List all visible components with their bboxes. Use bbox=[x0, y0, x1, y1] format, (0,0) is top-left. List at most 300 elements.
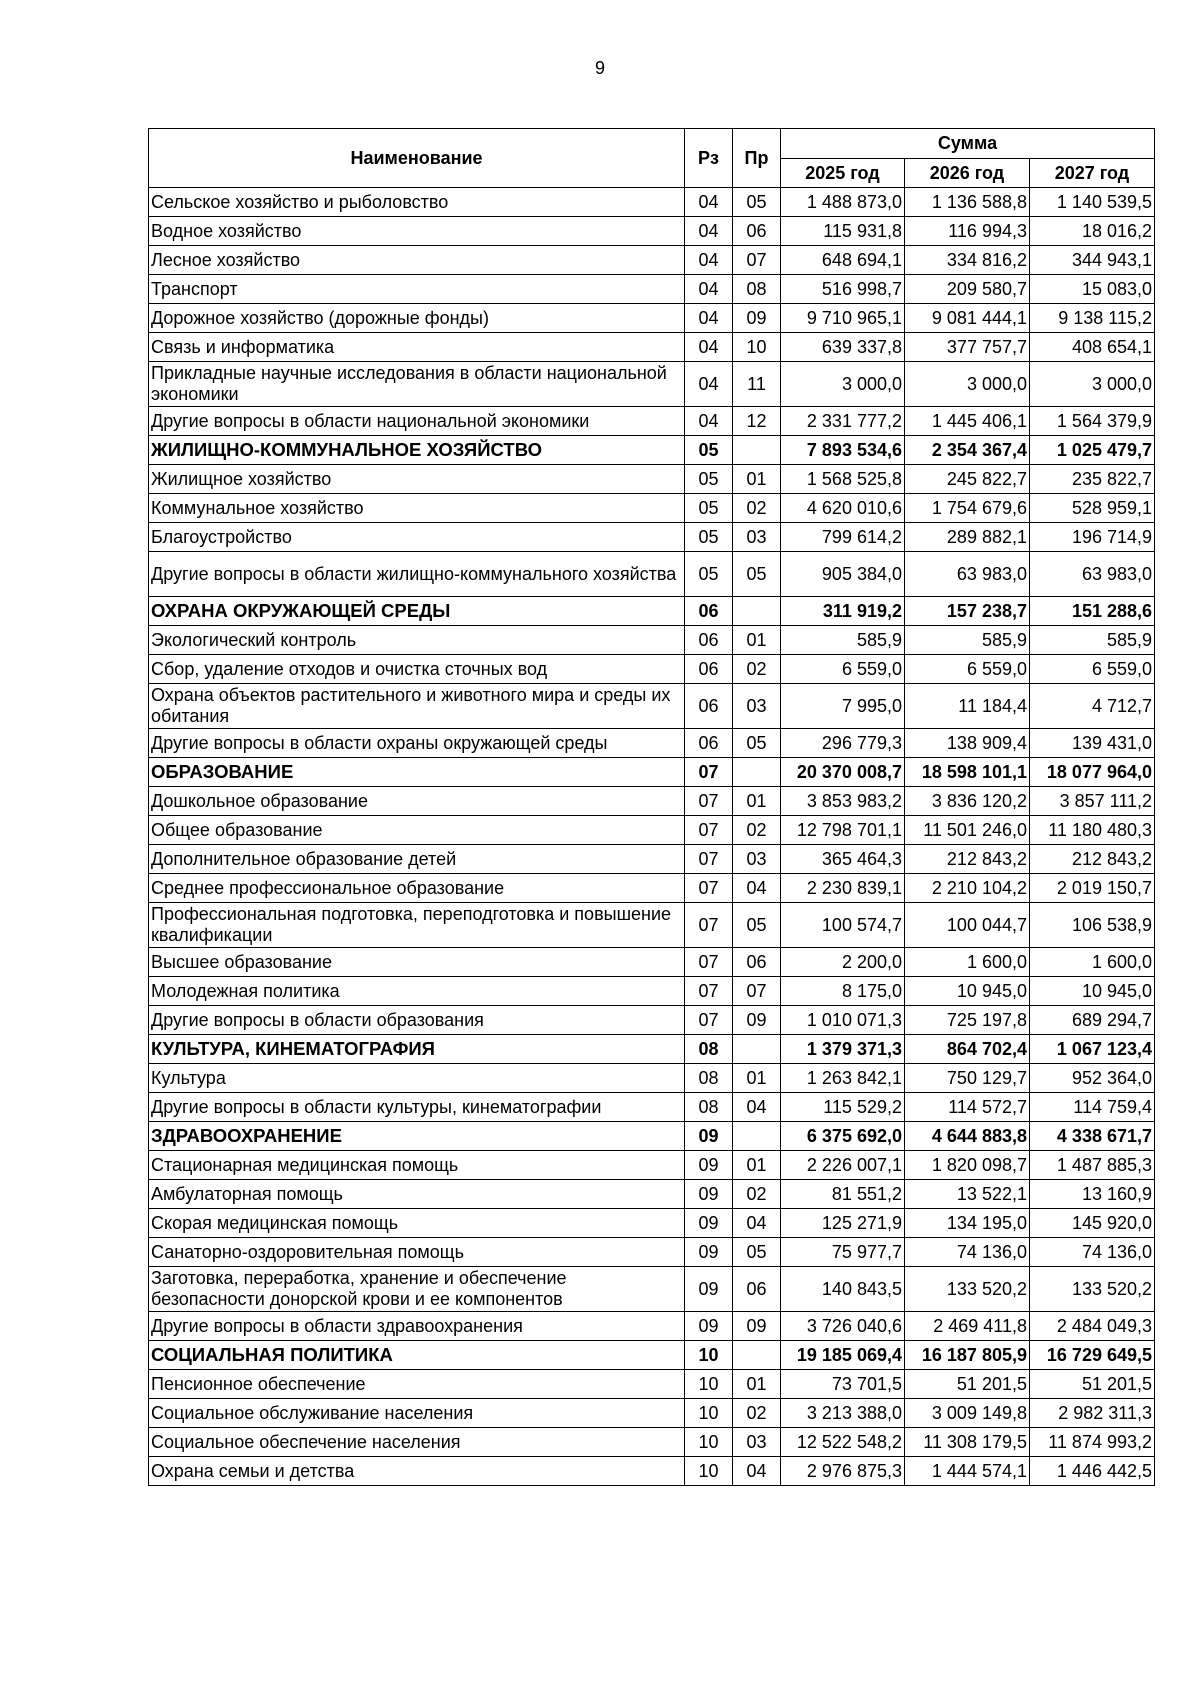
cell-2027: 408 654,1 bbox=[1030, 333, 1155, 362]
cell-rz: 10 bbox=[685, 1457, 733, 1486]
cell-name: Стационарная медицинская помощь bbox=[149, 1151, 685, 1180]
cell-name: Дорожное хозяйство (дорожные фонды) bbox=[149, 304, 685, 333]
cell-2026: 74 136,0 bbox=[905, 1238, 1030, 1267]
cell-2025: 648 694,1 bbox=[781, 246, 905, 275]
cell-name: Сбор, удаление отходов и очистка сточных вод bbox=[149, 655, 685, 684]
table-header bbox=[149, 129, 1155, 188]
cell-2027: 114 759,4 bbox=[1030, 1093, 1155, 1122]
table-row bbox=[149, 977, 1155, 1006]
cell-name: Экологический контроль bbox=[149, 626, 685, 655]
cell-2027: 133 520,2 bbox=[1030, 1267, 1155, 1312]
table-row bbox=[149, 362, 1155, 407]
table-row bbox=[149, 874, 1155, 903]
table-row bbox=[149, 626, 1155, 655]
cell-2025: 6 559,0 bbox=[781, 655, 905, 684]
cell-2025: 115 529,2 bbox=[781, 1093, 905, 1122]
cell-pr: 10 bbox=[733, 333, 781, 362]
cell-rz: 06 bbox=[685, 684, 733, 729]
cell-2025: 1 263 842,1 bbox=[781, 1064, 905, 1093]
cell-2026: 212 843,2 bbox=[905, 845, 1030, 874]
table-row bbox=[149, 684, 1155, 729]
section-row bbox=[149, 1122, 1155, 1151]
cell-2026: 11 501 246,0 bbox=[905, 816, 1030, 845]
cell-name: Скорая медицинская помощь bbox=[149, 1209, 685, 1238]
table-row bbox=[149, 246, 1155, 275]
cell-2027: 106 538,9 bbox=[1030, 903, 1155, 948]
cell-2026: 18 598 101,1 bbox=[905, 758, 1030, 787]
cell-rz: 06 bbox=[685, 626, 733, 655]
cell-name: Другие вопросы в области жилищно-коммунального хозяйства bbox=[149, 552, 685, 597]
cell-2027: 3 857 111,2 bbox=[1030, 787, 1155, 816]
section-row bbox=[149, 1035, 1155, 1064]
table-row bbox=[149, 217, 1155, 246]
cell-2025: 140 843,5 bbox=[781, 1267, 905, 1312]
cell-pr: 01 bbox=[733, 1064, 781, 1093]
table-row bbox=[149, 275, 1155, 304]
cell-name: ОБРАЗОВАНИЕ bbox=[149, 758, 685, 787]
cell-2025: 311 919,2 bbox=[781, 597, 905, 626]
table-row bbox=[149, 655, 1155, 684]
cell-name: Водное хозяйство bbox=[149, 217, 685, 246]
cell-rz: 09 bbox=[685, 1180, 733, 1209]
cell-name: СОЦИАЛЬНАЯ ПОЛИТИКА bbox=[149, 1341, 685, 1370]
cell-2026: 138 909,4 bbox=[905, 729, 1030, 758]
cell-2025: 1 568 525,8 bbox=[781, 465, 905, 494]
cell-rz: 09 bbox=[685, 1238, 733, 1267]
cell-pr: 04 bbox=[733, 874, 781, 903]
cell-name: Коммунальное хозяйство bbox=[149, 494, 685, 523]
cell-rz: 07 bbox=[685, 903, 733, 948]
cell-2026: 133 520,2 bbox=[905, 1267, 1030, 1312]
cell-name: Молодежная политика bbox=[149, 977, 685, 1006]
section-row bbox=[149, 1341, 1155, 1370]
cell-name: Социальное обеспечение населения bbox=[149, 1428, 685, 1457]
cell-pr bbox=[733, 758, 781, 787]
cell-rz: 04 bbox=[685, 362, 733, 407]
cell-rz: 08 bbox=[685, 1093, 733, 1122]
cell-name: Среднее профессиональное образование bbox=[149, 874, 685, 903]
cell-rz: 05 bbox=[685, 552, 733, 597]
cell-2026: 864 702,4 bbox=[905, 1035, 1030, 1064]
cell-2026: 100 044,7 bbox=[905, 903, 1030, 948]
cell-2027: 11 874 993,2 bbox=[1030, 1428, 1155, 1457]
cell-pr: 08 bbox=[733, 275, 781, 304]
cell-2025: 100 574,7 bbox=[781, 903, 905, 948]
cell-name: Связь и информатика bbox=[149, 333, 685, 362]
cell-pr: 07 bbox=[733, 246, 781, 275]
table-row bbox=[149, 816, 1155, 845]
cell-2026: 3 836 120,2 bbox=[905, 787, 1030, 816]
header-pr: Пр bbox=[733, 129, 781, 188]
cell-name: Другие вопросы в области образования bbox=[149, 1006, 685, 1035]
cell-rz: 09 bbox=[685, 1151, 733, 1180]
cell-2025: 2 331 777,2 bbox=[781, 407, 905, 436]
cell-2025: 3 213 388,0 bbox=[781, 1399, 905, 1428]
cell-pr: 05 bbox=[733, 903, 781, 948]
cell-rz: 07 bbox=[685, 874, 733, 903]
cell-2025: 516 998,7 bbox=[781, 275, 905, 304]
cell-2025: 2 226 007,1 bbox=[781, 1151, 905, 1180]
cell-2025: 639 337,8 bbox=[781, 333, 905, 362]
cell-rz: 09 bbox=[685, 1209, 733, 1238]
cell-2026: 63 983,0 bbox=[905, 552, 1030, 597]
cell-2027: 1 067 123,4 bbox=[1030, 1035, 1155, 1064]
cell-name: ЖИЛИЩНО-КОММУНАЛЬНОЕ ХОЗЯЙСТВО bbox=[149, 436, 685, 465]
header-sum: Сумма bbox=[781, 129, 1155, 159]
cell-2026: 114 572,7 bbox=[905, 1093, 1030, 1122]
cell-2027: 585,9 bbox=[1030, 626, 1155, 655]
cell-rz: 07 bbox=[685, 758, 733, 787]
cell-2027: 2 982 311,3 bbox=[1030, 1399, 1155, 1428]
cell-rz: 04 bbox=[685, 407, 733, 436]
cell-name: Санаторно-оздоровительная помощь bbox=[149, 1238, 685, 1267]
cell-name: Дополнительное образование детей bbox=[149, 845, 685, 874]
cell-2027: 196 714,9 bbox=[1030, 523, 1155, 552]
cell-2026: 2 210 104,2 bbox=[905, 874, 1030, 903]
cell-rz: 04 bbox=[685, 333, 733, 362]
cell-2026: 4 644 883,8 bbox=[905, 1122, 1030, 1151]
cell-name: Благоустройство bbox=[149, 523, 685, 552]
cell-2027: 9 138 115,2 bbox=[1030, 304, 1155, 333]
cell-pr: 01 bbox=[733, 626, 781, 655]
section-row bbox=[149, 597, 1155, 626]
cell-2027: 1 487 885,3 bbox=[1030, 1151, 1155, 1180]
cell-2027: 344 943,1 bbox=[1030, 246, 1155, 275]
cell-2025: 73 701,5 bbox=[781, 1370, 905, 1399]
cell-2026: 11 308 179,5 bbox=[905, 1428, 1030, 1457]
cell-2025: 3 000,0 bbox=[781, 362, 905, 407]
cell-pr: 02 bbox=[733, 816, 781, 845]
cell-pr: 09 bbox=[733, 1312, 781, 1341]
cell-2027: 15 083,0 bbox=[1030, 275, 1155, 304]
cell-2025: 75 977,7 bbox=[781, 1238, 905, 1267]
cell-pr: 03 bbox=[733, 845, 781, 874]
table-row bbox=[149, 948, 1155, 977]
header-name: Наименование bbox=[149, 129, 685, 188]
cell-pr: 02 bbox=[733, 494, 781, 523]
cell-2026: 334 816,2 bbox=[905, 246, 1030, 275]
cell-2026: 6 559,0 bbox=[905, 655, 1030, 684]
cell-name: Высшее образование bbox=[149, 948, 685, 977]
cell-2025: 905 384,0 bbox=[781, 552, 905, 597]
cell-pr: 04 bbox=[733, 1457, 781, 1486]
cell-pr: 05 bbox=[733, 188, 781, 217]
cell-2027: 74 136,0 bbox=[1030, 1238, 1155, 1267]
cell-2027: 3 000,0 bbox=[1030, 362, 1155, 407]
table-row bbox=[149, 333, 1155, 362]
cell-2025: 19 185 069,4 bbox=[781, 1341, 905, 1370]
table-row bbox=[149, 1238, 1155, 1267]
cell-2025: 115 931,8 bbox=[781, 217, 905, 246]
cell-2027: 145 920,0 bbox=[1030, 1209, 1155, 1238]
cell-rz: 05 bbox=[685, 436, 733, 465]
cell-name: Транспорт bbox=[149, 275, 685, 304]
cell-2027: 51 201,5 bbox=[1030, 1370, 1155, 1399]
cell-rz: 10 bbox=[685, 1370, 733, 1399]
cell-rz: 06 bbox=[685, 729, 733, 758]
cell-rz: 06 bbox=[685, 655, 733, 684]
cell-name: Прикладные научные исследования в области национальной экономики bbox=[149, 362, 685, 407]
cell-2027: 235 822,7 bbox=[1030, 465, 1155, 494]
cell-2027: 139 431,0 bbox=[1030, 729, 1155, 758]
cell-2025: 1 488 873,0 bbox=[781, 188, 905, 217]
cell-name: ЗДРАВООХРАНЕНИЕ bbox=[149, 1122, 685, 1151]
section-row bbox=[149, 436, 1155, 465]
cell-2026: 1 754 679,6 bbox=[905, 494, 1030, 523]
cell-2025: 2 200,0 bbox=[781, 948, 905, 977]
cell-2027: 18 016,2 bbox=[1030, 217, 1155, 246]
table-row bbox=[149, 1180, 1155, 1209]
cell-name: Амбулаторная помощь bbox=[149, 1180, 685, 1209]
cell-2025: 12 522 548,2 bbox=[781, 1428, 905, 1457]
cell-rz: 04 bbox=[685, 246, 733, 275]
cell-name: Дошкольное образование bbox=[149, 787, 685, 816]
cell-name: Другие вопросы в области культуры, кинематографии bbox=[149, 1093, 685, 1122]
cell-pr bbox=[733, 1035, 781, 1064]
cell-2026: 1 444 574,1 bbox=[905, 1457, 1030, 1486]
cell-name: Заготовка, переработка, хранение и обеспечение безопасности донорской крови и ее компонентов bbox=[149, 1267, 685, 1312]
cell-2025: 20 370 008,7 bbox=[781, 758, 905, 787]
cell-2025: 3 726 040,6 bbox=[781, 1312, 905, 1341]
table-row bbox=[149, 1399, 1155, 1428]
table-row bbox=[149, 552, 1155, 597]
page-number: 9 bbox=[594, 58, 605, 78]
cell-pr: 05 bbox=[733, 552, 781, 597]
cell-pr: 01 bbox=[733, 787, 781, 816]
cell-rz: 04 bbox=[685, 217, 733, 246]
cell-2026: 585,9 bbox=[905, 626, 1030, 655]
cell-pr: 11 bbox=[733, 362, 781, 407]
cell-rz: 04 bbox=[685, 188, 733, 217]
cell-2027: 4 712,7 bbox=[1030, 684, 1155, 729]
cell-rz: 09 bbox=[685, 1122, 733, 1151]
cell-2026: 10 945,0 bbox=[905, 977, 1030, 1006]
cell-2027: 1 140 539,5 bbox=[1030, 188, 1155, 217]
cell-2026: 157 238,7 bbox=[905, 597, 1030, 626]
cell-name: Другие вопросы в области здравоохранения bbox=[149, 1312, 685, 1341]
cell-2027: 13 160,9 bbox=[1030, 1180, 1155, 1209]
table-row bbox=[149, 494, 1155, 523]
cell-2025: 2 976 875,3 bbox=[781, 1457, 905, 1486]
cell-2027: 528 959,1 bbox=[1030, 494, 1155, 523]
cell-2026: 3 009 149,8 bbox=[905, 1399, 1030, 1428]
cell-2026: 1 136 588,8 bbox=[905, 188, 1030, 217]
cell-rz: 07 bbox=[685, 787, 733, 816]
cell-2027: 10 945,0 bbox=[1030, 977, 1155, 1006]
cell-name: Культура bbox=[149, 1064, 685, 1093]
header-year-2025: 2025 год bbox=[781, 158, 905, 188]
cell-2027: 2 484 049,3 bbox=[1030, 1312, 1155, 1341]
cell-name: Социальное обслуживание населения bbox=[149, 1399, 685, 1428]
cell-2025: 4 620 010,6 bbox=[781, 494, 905, 523]
cell-2026: 134 195,0 bbox=[905, 1209, 1030, 1238]
cell-pr: 02 bbox=[733, 655, 781, 684]
budget-table bbox=[148, 128, 1155, 1486]
cell-2026: 3 000,0 bbox=[905, 362, 1030, 407]
cell-2026: 2 354 367,4 bbox=[905, 436, 1030, 465]
cell-name: Сельское хозяйство и рыболовство bbox=[149, 188, 685, 217]
cell-2027: 1 564 379,9 bbox=[1030, 407, 1155, 436]
cell-2026: 725 197,8 bbox=[905, 1006, 1030, 1035]
cell-rz: 07 bbox=[685, 816, 733, 845]
cell-pr: 03 bbox=[733, 684, 781, 729]
cell-name: ОХРАНА ОКРУЖАЮЩЕЙ СРЕДЫ bbox=[149, 597, 685, 626]
cell-2025: 125 271,9 bbox=[781, 1209, 905, 1238]
cell-rz: 05 bbox=[685, 494, 733, 523]
cell-rz: 07 bbox=[685, 977, 733, 1006]
cell-name: Лесное хозяйство bbox=[149, 246, 685, 275]
table-row bbox=[149, 304, 1155, 333]
cell-rz: 08 bbox=[685, 1035, 733, 1064]
table-row bbox=[149, 1209, 1155, 1238]
cell-2026: 289 882,1 bbox=[905, 523, 1030, 552]
cell-pr bbox=[733, 1341, 781, 1370]
cell-2027: 1 446 442,5 bbox=[1030, 1457, 1155, 1486]
cell-2027: 151 288,6 bbox=[1030, 597, 1155, 626]
table-row bbox=[149, 903, 1155, 948]
cell-2026: 1 445 406,1 bbox=[905, 407, 1030, 436]
cell-2026: 13 522,1 bbox=[905, 1180, 1030, 1209]
cell-name: Охрана семьи и детства bbox=[149, 1457, 685, 1486]
cell-pr bbox=[733, 436, 781, 465]
cell-2026: 245 822,7 bbox=[905, 465, 1030, 494]
cell-2026: 377 757,7 bbox=[905, 333, 1030, 362]
cell-rz: 04 bbox=[685, 275, 733, 304]
cell-pr bbox=[733, 597, 781, 626]
cell-pr: 04 bbox=[733, 1209, 781, 1238]
cell-name: Жилищное хозяйство bbox=[149, 465, 685, 494]
cell-pr: 05 bbox=[733, 729, 781, 758]
cell-pr bbox=[733, 1122, 781, 1151]
cell-2025: 585,9 bbox=[781, 626, 905, 655]
cell-name: Охрана объектов растительного и животного мира и среды их обитания bbox=[149, 684, 685, 729]
cell-2025: 2 230 839,1 bbox=[781, 874, 905, 903]
cell-rz: 05 bbox=[685, 523, 733, 552]
table-row bbox=[149, 1312, 1155, 1341]
cell-2026: 1 600,0 bbox=[905, 948, 1030, 977]
cell-2025: 9 710 965,1 bbox=[781, 304, 905, 333]
cell-2027: 1 025 479,7 bbox=[1030, 436, 1155, 465]
cell-name: Другие вопросы в области национальной экономики bbox=[149, 407, 685, 436]
cell-2025: 8 175,0 bbox=[781, 977, 905, 1006]
cell-2026: 116 994,3 bbox=[905, 217, 1030, 246]
cell-2026: 16 187 805,9 bbox=[905, 1341, 1030, 1370]
cell-pr: 04 bbox=[733, 1093, 781, 1122]
cell-rz: 06 bbox=[685, 597, 733, 626]
table-row bbox=[149, 1151, 1155, 1180]
table-row bbox=[149, 1093, 1155, 1122]
cell-pr: 01 bbox=[733, 465, 781, 494]
table-row bbox=[149, 845, 1155, 874]
cell-name: Пенсионное обеспечение bbox=[149, 1370, 685, 1399]
header-year-2026: 2026 год bbox=[905, 158, 1030, 188]
cell-2025: 3 853 983,2 bbox=[781, 787, 905, 816]
cell-rz: 04 bbox=[685, 304, 733, 333]
cell-name: Профессиональная подготовка, переподготовка и повышение квалификации bbox=[149, 903, 685, 948]
cell-pr: 02 bbox=[733, 1180, 781, 1209]
cell-rz: 10 bbox=[685, 1341, 733, 1370]
cell-2025: 365 464,3 bbox=[781, 845, 905, 874]
cell-2027: 4 338 671,7 bbox=[1030, 1122, 1155, 1151]
table-row bbox=[149, 523, 1155, 552]
table-row bbox=[149, 729, 1155, 758]
cell-pr: 02 bbox=[733, 1399, 781, 1428]
table-body bbox=[149, 188, 1155, 1486]
cell-pr: 01 bbox=[733, 1151, 781, 1180]
cell-2027: 16 729 649,5 bbox=[1030, 1341, 1155, 1370]
cell-2026: 209 580,7 bbox=[905, 275, 1030, 304]
cell-pr: 01 bbox=[733, 1370, 781, 1399]
cell-rz: 05 bbox=[685, 465, 733, 494]
table-row bbox=[149, 1267, 1155, 1312]
cell-2027: 1 600,0 bbox=[1030, 948, 1155, 977]
cell-2025: 7 995,0 bbox=[781, 684, 905, 729]
header-year-2027: 2027 год bbox=[1030, 158, 1155, 188]
table-row bbox=[149, 1370, 1155, 1399]
cell-2027: 212 843,2 bbox=[1030, 845, 1155, 874]
cell-pr: 05 bbox=[733, 1238, 781, 1267]
section-row bbox=[149, 758, 1155, 787]
cell-2026: 11 184,4 bbox=[905, 684, 1030, 729]
cell-2025: 7 893 534,6 bbox=[781, 436, 905, 465]
cell-2027: 18 077 964,0 bbox=[1030, 758, 1155, 787]
cell-2026: 750 129,7 bbox=[905, 1064, 1030, 1093]
cell-pr: 06 bbox=[733, 1267, 781, 1312]
cell-2025: 1 010 071,3 bbox=[781, 1006, 905, 1035]
cell-2027: 6 559,0 bbox=[1030, 655, 1155, 684]
cell-2027: 63 983,0 bbox=[1030, 552, 1155, 597]
cell-rz: 07 bbox=[685, 845, 733, 874]
cell-2027: 952 364,0 bbox=[1030, 1064, 1155, 1093]
cell-rz: 10 bbox=[685, 1428, 733, 1457]
table-row bbox=[149, 787, 1155, 816]
cell-2027: 2 019 150,7 bbox=[1030, 874, 1155, 903]
cell-rz: 10 bbox=[685, 1399, 733, 1428]
cell-name: КУЛЬТУРА, КИНЕМАТОГРАФИЯ bbox=[149, 1035, 685, 1064]
cell-2025: 799 614,2 bbox=[781, 523, 905, 552]
cell-2026: 1 820 098,7 bbox=[905, 1151, 1030, 1180]
cell-2027: 11 180 480,3 bbox=[1030, 816, 1155, 845]
cell-pr: 06 bbox=[733, 217, 781, 246]
cell-rz: 08 bbox=[685, 1064, 733, 1093]
table-row bbox=[149, 465, 1155, 494]
cell-rz: 07 bbox=[685, 1006, 733, 1035]
cell-2025: 12 798 701,1 bbox=[781, 816, 905, 845]
cell-rz: 09 bbox=[685, 1267, 733, 1312]
table-row bbox=[149, 407, 1155, 436]
table-row bbox=[149, 188, 1155, 217]
cell-2025: 296 779,3 bbox=[781, 729, 905, 758]
cell-pr: 12 bbox=[733, 407, 781, 436]
cell-rz: 09 bbox=[685, 1312, 733, 1341]
cell-name: Другие вопросы в области охраны окружающей среды bbox=[149, 729, 685, 758]
cell-2025: 1 379 371,3 bbox=[781, 1035, 905, 1064]
cell-pr: 03 bbox=[733, 523, 781, 552]
cell-2025: 6 375 692,0 bbox=[781, 1122, 905, 1151]
table-row bbox=[149, 1428, 1155, 1457]
cell-rz: 07 bbox=[685, 948, 733, 977]
cell-2026: 9 081 444,1 bbox=[905, 304, 1030, 333]
table-row bbox=[149, 1006, 1155, 1035]
cell-2026: 51 201,5 bbox=[905, 1370, 1030, 1399]
cell-2025: 81 551,2 bbox=[781, 1180, 905, 1209]
cell-pr: 09 bbox=[733, 304, 781, 333]
table-row bbox=[149, 1457, 1155, 1486]
cell-pr: 09 bbox=[733, 1006, 781, 1035]
table-row bbox=[149, 1064, 1155, 1093]
cell-2027: 689 294,7 bbox=[1030, 1006, 1155, 1035]
cell-pr: 06 bbox=[733, 948, 781, 977]
